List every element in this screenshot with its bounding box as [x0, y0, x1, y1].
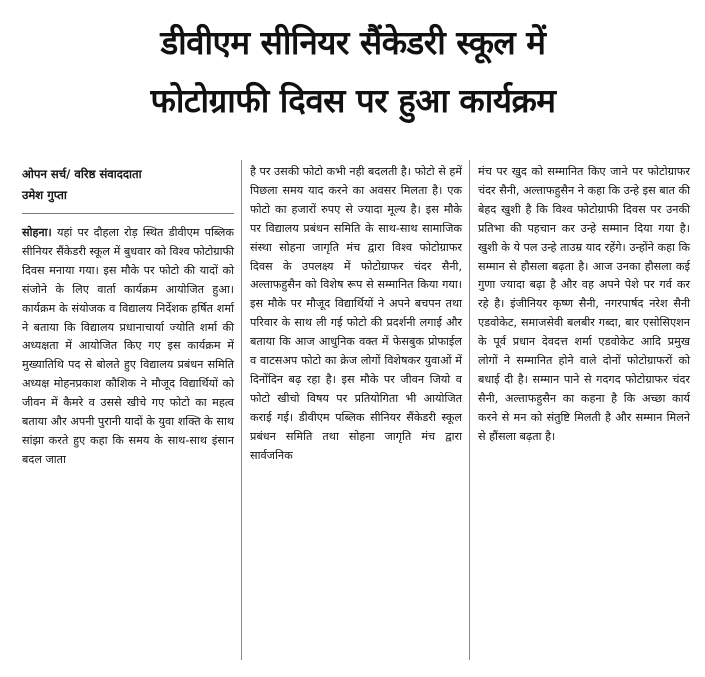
- dateline-place: सोहना।: [22, 226, 52, 239]
- article-column-2: [250, 163, 462, 466]
- byline-divider: [22, 213, 234, 214]
- headline-line-2: फोटोग्राफी दिवस पर हुआ कार्यक्रम: [150, 81, 556, 120]
- byline-credit: ओपन सर्च/ वरिष्ठ संवाददाता: [22, 167, 142, 181]
- headline: [6, 14, 700, 130]
- byline-author: उमेश गुप्ता: [22, 188, 67, 202]
- article-column-3: [478, 163, 690, 447]
- article-column-1: [22, 163, 234, 470]
- article-text-col1: यहां पर दौहला रोड़ स्थित डीवीएम पब्लिक सीनियर सैंकेडरी स्कूल में बुधवार को विश्व फोटोग्राफी दिवस मनाया गया। इस मौके पर फोटो की यादों को संजोने के लिए वार्ता कार्यक्रम आयोजित हुआ। कार्यक्रम के संयोजक व विद्यालय निर्देशक हर्षित शर्मा ने बताया कि विद्यालय प्रधानाचार्या ज्योति शर्मा की अध्यक्षता में आयोजित किए गए इस कार्यक्रम में मुख्यातिथि पद से बोलते हुए विद्यालय प्रबंधन समिति अध्यक्ष मोहनप्रकाश कौशिक ने मौजूद विद्यार्थियों को जीवन में कैमरे व उससे खीचे गए फोटो का महत्व बताया और अपनी पुरानी यादों के युवा शक्ति के साथ सांझा करते हुए कहा कि समय के साथ-साथ इंसान बदल जाता: [22, 226, 234, 466]
- headline-line-1: डीवीएम सीनियर सैंकेडरी स्कूल में: [160, 23, 546, 62]
- column-divider: [469, 160, 470, 660]
- article-text-col2: है पर उसकी फोटो कभी नही बदलती है। फोटो से हमें पिछला समय याद करने का अवसर मिलता है। एक फोटो का हजारों रुपए से ज्यादा मूल्य है। इस मौके पर विद्यालय प्रबंधन समिति के साथ-साथ सामाजिक संस्था सोहना जागृति मंच द्वारा विश्व फोटोग्राफर दिवस के उपलक्ष्य में फोटोग्राफर चंदर सैनी, अल्ताफहुसैन को विशेष रूप से सम्मानित किया गया। इस मौके पर मौजूद विद्यार्थियों ने अपने बचपन तथा परिवार के साथ ली गई फोटो की प्रदर्शनी लगाई और बताया कि आज आधुनिक वक्त में फेसबुक प्रोफाईल व वाटसअप फोटो का क्रेज लोगों विशेषकर युवाओं में दिनोंदिन बढ़ रहा है। इस मौके पर जीवन जियो व फोटो खीचो विषय पर प्रतियोगिता भी आयोजित कराई गई। डीवीएम पब्लिक सीनियर सैंकेडरी स्कूल प्रबंधन समिति तथा सोहना जागृति मंच द्वारा सार्वजनिक: [250, 165, 462, 462]
- article-text-col3: मंच पर खुद को सम्मानित किए जाने पर फोटोग्राफर चंदर सैनी, अल्ताफहुसैन ने कहा कि उन्हे इस बात की बेहद खुशी है कि विश्व फोटोग्राफी दिवस पर उनकी प्रतिभा की पहचान कर उन्हे सम्मान दिया गया है। खुशी के ये पल उन्हे ताउम्र याद रहेंगे। उन्होंने कहा कि सम्मान से हौसला बढ़ता है। आज उनका हौसला कई गुणा ज्यादा बढ़ा है और वह अपने पेशे पर गर्व कर रहे है। इंजीनियर कृष्ण सैनी, नगरपार्षद नरेश सैनी एडवोकेट, समाजसेवी बलबीर गब्दा, बार एसोसिएशन के पूर्व प्रधान देवदत्त शर्मा एडवोकेट आदि प्रमुख लोगों ने सम्मानित होने वाले दोनों फोटोग्राफरों को बधाई दी है। सम्मान पाने से गदगद फोटोग्राफर चंदर सैनी, अल्ताफहुसैन का कहना है कि अच्छा कार्य करने से मन को संतुष्टि मिलती है और सम्मान मिलने से हौंसला बढ़ता है।: [478, 165, 690, 443]
- article-paragraph-1: [22, 224, 234, 470]
- column-divider: [241, 160, 242, 660]
